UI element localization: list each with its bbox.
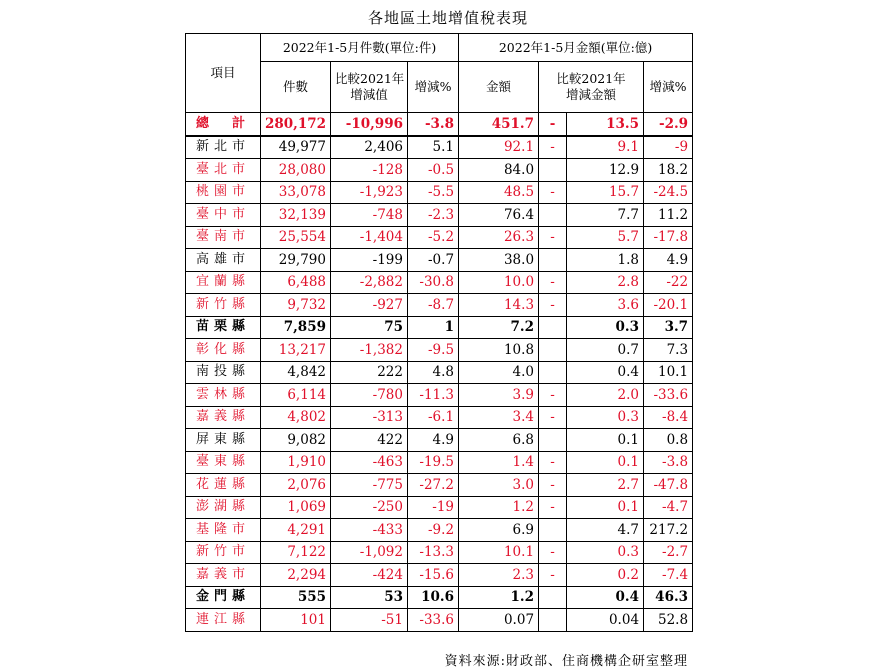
row-amount-sign: - [539,384,567,407]
table-row [186,586,693,609]
row-count-pct: -9.5 [408,339,459,362]
row-amount-diff: 0.1 [567,429,644,452]
row-count: 280,172 [261,113,331,136]
row-count-pct: 4.8 [408,361,459,384]
row-amount: 4.0 [459,361,539,384]
table-row [186,361,693,384]
header-count: 件數 [261,62,331,113]
row-count-pct: 10.6 [408,586,459,609]
row-amount: 1.2 [459,586,539,609]
row-amount: 1.4 [459,451,539,474]
row-count: 25,554 [261,226,331,249]
row-amount-sign: - [539,496,567,519]
row-count-diff: -10,996 [331,113,408,136]
table-row [186,406,693,429]
row-count-diff: -927 [331,294,408,317]
row-amount-pct: 3.7 [644,316,693,339]
row-count: 7,859 [261,316,331,339]
row-count: 49,977 [261,136,331,159]
row-amount-sign [539,519,567,542]
row-amount-pct: 11.2 [644,204,693,227]
row-amount-pct: -20.1 [644,294,693,317]
table-row [186,384,693,407]
row-amount-pct: -2.9 [644,113,693,136]
row-amount-pct: 4.9 [644,249,693,272]
table-body [186,113,693,632]
row-amount: 48.5 [459,181,539,204]
row-count-diff: -1,923 [331,181,408,204]
row-amount-pct: -24.5 [644,181,693,204]
row-count-diff: -2,882 [331,271,408,294]
table-row [186,113,693,136]
row-amount-pct: 52.8 [644,609,693,632]
row-amount-sign: - [539,406,567,429]
row-amount-sign [539,204,567,227]
row-name: 臺北市 [186,159,261,182]
row-amount-sign [539,316,567,339]
row-amount: 451.7 [459,113,539,136]
row-count: 101 [261,609,331,632]
row-amount: 3.4 [459,406,539,429]
row-amount-sign [539,586,567,609]
row-amount-diff: 0.4 [567,586,644,609]
row-count-pct: -0.5 [408,159,459,182]
row-amount-pct: 46.3 [644,586,693,609]
row-amount-sign [539,609,567,632]
table-row [186,519,693,542]
row-count: 1,910 [261,451,331,474]
row-amount-sign: - [539,294,567,317]
row-count-pct: -0.7 [408,249,459,272]
row-amount-pct: -7.4 [644,564,693,587]
row-amount: 2.3 [459,564,539,587]
row-count-pct: -15.6 [408,564,459,587]
row-amount: 1.2 [459,496,539,519]
row-amount-pct: 18.2 [644,159,693,182]
table-row [186,136,693,159]
row-amount-sign: - [539,226,567,249]
row-amount: 3.0 [459,474,539,497]
row-amount-sign: - [539,181,567,204]
row-amount-diff: 0.3 [567,316,644,339]
row-amount: 92.1 [459,136,539,159]
row-name: 新竹市 [186,541,261,564]
row-count: 32,139 [261,204,331,227]
row-amount-sign: - [539,474,567,497]
row-name: 澎湖縣 [186,496,261,519]
row-count-diff: -1,404 [331,226,408,249]
row-name: 嘉義縣 [186,406,261,429]
row-count: 555 [261,586,331,609]
row-amount-diff: 0.4 [567,361,644,384]
row-amount-diff: 0.1 [567,496,644,519]
row-amount: 6.8 [459,429,539,452]
row-count-diff: -51 [331,609,408,632]
header-amount: 金額 [459,62,539,113]
row-count-pct: -30.8 [408,271,459,294]
row-count: 2,076 [261,474,331,497]
tax-table [185,33,693,632]
row-count: 9,732 [261,294,331,317]
row-amount: 76.4 [459,204,539,227]
row-amount-pct: -17.8 [644,226,693,249]
row-count-pct: -33.6 [408,609,459,632]
row-amount-diff: 15.7 [567,181,644,204]
table-row [186,249,693,272]
row-count-diff: -128 [331,159,408,182]
row-count: 4,802 [261,406,331,429]
row-count-diff: -250 [331,496,408,519]
table-row [186,316,693,339]
row-name: 總 計 [186,113,261,136]
row-count-pct: 4.9 [408,429,459,452]
header-group-amount: 2022年1-5月金額(單位:億) [459,34,693,62]
row-amount: 7.2 [459,316,539,339]
row-amount: 14.3 [459,294,539,317]
row-count-pct: -9.2 [408,519,459,542]
row-count: 7,122 [261,541,331,564]
row-amount-diff: 0.04 [567,609,644,632]
row-amount-diff: 0.3 [567,541,644,564]
header-count-diff-line2: 增減值 [350,87,388,102]
row-count: 1,069 [261,496,331,519]
row-amount-diff: 2.7 [567,474,644,497]
row-name: 連江縣 [186,609,261,632]
row-amount-pct: -47.8 [644,474,693,497]
row-count-pct: -5.2 [408,226,459,249]
row-name: 金門縣 [186,586,261,609]
table-row [186,496,693,519]
row-amount: 10.0 [459,271,539,294]
row-amount-pct: -9 [644,136,693,159]
row-count-diff: -424 [331,564,408,587]
row-name: 桃園市 [186,181,261,204]
row-count-diff: -748 [331,204,408,227]
row-amount-diff: 13.5 [567,113,644,136]
row-count-pct: -8.7 [408,294,459,317]
header-amount-diff [539,62,644,113]
row-count-diff: -1,382 [331,339,408,362]
table-row [186,609,693,632]
row-amount-sign [539,361,567,384]
row-amount-diff: 2.0 [567,384,644,407]
row-count: 6,114 [261,384,331,407]
row-amount-diff: 0.3 [567,406,644,429]
table-row [186,564,693,587]
row-count-diff: 75 [331,316,408,339]
header-amount-diff-line2: 增減金額 [566,87,617,102]
row-count-pct: -2.3 [408,204,459,227]
row-name: 宜蘭縣 [186,271,261,294]
row-count-pct: -6.1 [408,406,459,429]
row-amount-sign [539,429,567,452]
row-amount-sign: - [539,136,567,159]
row-name: 苗栗縣 [186,316,261,339]
row-amount-pct: 7.3 [644,339,693,362]
row-count-pct: 1 [408,316,459,339]
header-item: 項目 [186,34,261,113]
table-row [186,181,693,204]
row-count: 33,078 [261,181,331,204]
row-count-pct: -13.3 [408,541,459,564]
row-name: 新北市 [186,136,261,159]
row-amount-sign: - [539,451,567,474]
table-row [186,294,693,317]
table-row [186,204,693,227]
row-count: 4,291 [261,519,331,542]
source-note: 資料來源:財政部、住商機構企研室整理 [444,654,688,669]
header-group-count: 2022年1-5月件數(單位:件) [261,34,459,62]
row-amount: 84.0 [459,159,539,182]
row-count-diff: -780 [331,384,408,407]
table-row [186,271,693,294]
row-amount-pct: 0.8 [644,429,693,452]
row-name: 南投縣 [186,361,261,384]
row-name: 彰化縣 [186,339,261,362]
table-row [186,451,693,474]
row-count-diff: -313 [331,406,408,429]
row-amount-sign: - [539,541,567,564]
row-count: 2,294 [261,564,331,587]
row-name: 基隆市 [186,519,261,542]
row-count-pct: -27.2 [408,474,459,497]
row-amount-diff: 5.7 [567,226,644,249]
row-name: 臺南市 [186,226,261,249]
row-count-pct: -3.8 [408,113,459,136]
row-amount-sign [539,249,567,272]
row-amount-diff: 3.6 [567,294,644,317]
table-row [186,159,693,182]
row-amount-pct: -8.4 [644,406,693,429]
row-amount-pct: -22 [644,271,693,294]
row-amount-diff: 1.8 [567,249,644,272]
row-count-diff: 422 [331,429,408,452]
row-amount-pct: 217.2 [644,519,693,542]
row-amount: 6.9 [459,519,539,542]
row-count-diff: 53 [331,586,408,609]
row-amount: 38.0 [459,249,539,272]
row-amount-sign: - [539,271,567,294]
row-count: 29,790 [261,249,331,272]
row-amount-diff: 7.7 [567,204,644,227]
row-count-diff: -199 [331,249,408,272]
row-count-diff: -463 [331,451,408,474]
row-count-diff: 2,406 [331,136,408,159]
row-amount: 0.07 [459,609,539,632]
row-amount: 10.8 [459,339,539,362]
header-count-diff [331,62,408,113]
row-amount: 3.9 [459,384,539,407]
row-amount: 26.3 [459,226,539,249]
row-name: 臺東縣 [186,451,261,474]
row-amount-pct: -2.7 [644,541,693,564]
table-row [186,226,693,249]
row-amount-sign [539,159,567,182]
row-name: 臺中市 [186,204,261,227]
row-count: 6,488 [261,271,331,294]
row-count: 4,842 [261,361,331,384]
table-row [186,541,693,564]
row-count: 13,217 [261,339,331,362]
row-amount: 10.1 [459,541,539,564]
row-count-pct: -19 [408,496,459,519]
row-count-diff: -1,092 [331,541,408,564]
row-amount-sign: - [539,113,567,136]
row-amount-diff: 0.2 [567,564,644,587]
page-title: 各地區土地增值稅表現 [367,9,528,27]
row-count-pct: -11.3 [408,384,459,407]
row-amount-diff: 4.7 [567,519,644,542]
row-name: 嘉義市 [186,564,261,587]
header-count-diff-line1: 比較2021年 [335,71,405,86]
row-count-diff: 222 [331,361,408,384]
row-name: 花蓮縣 [186,474,261,497]
row-amount-pct: 10.1 [644,361,693,384]
header-count-pct: 增減% [408,62,459,113]
header-amount-pct: 增減% [644,62,693,113]
row-amount-sign [539,339,567,362]
row-name: 屏東縣 [186,429,261,452]
header-amount-diff-line1: 比較2021年 [556,71,626,86]
row-amount-diff: 0.1 [567,451,644,474]
row-amount-pct: -3.8 [644,451,693,474]
row-count-diff: -433 [331,519,408,542]
row-count-diff: -775 [331,474,408,497]
table-row [186,339,693,362]
row-amount-diff: 0.7 [567,339,644,362]
row-count-pct: 5.1 [408,136,459,159]
row-amount-pct: -4.7 [644,496,693,519]
row-amount-sign: - [539,564,567,587]
row-name: 高雄市 [186,249,261,272]
row-name: 新竹縣 [186,294,261,317]
row-count-pct: -19.5 [408,451,459,474]
row-amount-pct: -33.6 [644,384,693,407]
row-amount-diff: 9.1 [567,136,644,159]
row-amount-diff: 12.9 [567,159,644,182]
row-name: 雲林縣 [186,384,261,407]
table-row [186,429,693,452]
row-count-pct: -5.5 [408,181,459,204]
row-count: 9,082 [261,429,331,452]
row-count: 28,080 [261,159,331,182]
table-row [186,474,693,497]
row-amount-diff: 2.8 [567,271,644,294]
